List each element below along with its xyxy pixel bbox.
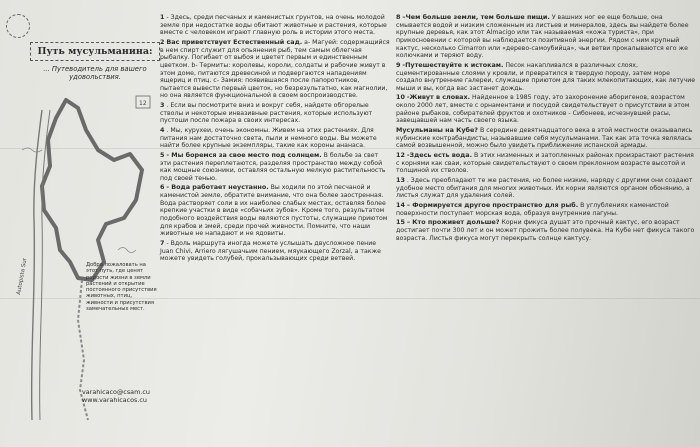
- section-paragraph: [160, 184, 390, 237]
- section-paragraph: [396, 177, 696, 200]
- section-paragraph: [396, 94, 696, 125]
- brochure-subtitle: ... Путеводитель для вашего удовольствия.: [43, 65, 147, 82]
- map-marker-number: 12: [139, 100, 147, 107]
- section-paragraph: [396, 62, 696, 93]
- contact-email[interactable]: varahicaco@csam.cu: [82, 388, 150, 396]
- section-text: У вашних ног ее еще больше, она смывается водой и низким сложенным из листьев и минералов, здесь вы найдете более крупные деревья, как этот Almacigo или так называемая «кожа туриста», при прикосновении с которой вы наблюдается позитивной энергии. Рядом с ним крупный кактус, несколько Cimarron или «дерево-самоубийца», чьи ветви прокалываются его же колючками и теряют воду.: [396, 14, 689, 60]
- section-heading: -Путешествуйте к истокам.: [402, 60, 504, 69]
- section-heading: -Живут в словах.: [406, 93, 471, 102]
- section-heading: Мусульманы на Кубе?: [396, 125, 479, 134]
- trail-map: [8, 90, 156, 430]
- contact-website[interactable]: www.varahicacos.cu: [82, 396, 147, 404]
- section-number: 7: [160, 238, 165, 247]
- section-text: Песок накапливался в различных слоях, сцементированные слоями у кровли, и превратился в твердую породу, затем море создало внутренние галереи, служащие приютом для таких млекопитающих, как летучие мыши и вы, когда вас застанет дождь.: [396, 61, 696, 92]
- section-text: . Здесь преобладают те же растения, но более низкие, наряду с другими они создают удобное место обитания для многих животных. Их корни являются органом обонянию, а листья служат для удаления солей.: [396, 176, 693, 200]
- section-heading: Вас приветствует Естественный сад.: [166, 37, 303, 46]
- section-number: 13: [396, 175, 405, 184]
- section-text: . Если вы посмотрите вниз и вокруг себя, найдете обгорелые стволы и некоторые инвазивные растения, которые используют пустоши после пожара в своих интересах.: [160, 101, 373, 125]
- section-text: В середине девятнадцатого века в этой местности оказывались кубинские контрабандисты, называвшие себя мусульманами. Так как эта точка являлась самой возвышенной, можно было увидеть приближение испанской армады.: [396, 126, 693, 150]
- section-paragraph: [160, 102, 390, 125]
- trail-route: [42, 100, 142, 280]
- section-paragraph: [160, 14, 390, 37]
- section-heading: – Кто проживет дольше?: [406, 218, 500, 227]
- section-number: 1: [160, 13, 165, 21]
- section-text: - Вдоль маршрута иногда можете услышать двусложное пение Juan Chivi, Arriero лягушачьим пением, мяукающего Zorzal, а также можете увидеть голубей, прокальзывающих среди ветвей.: [160, 239, 381, 263]
- section-heading: - Мы боремся за свое место под солнцем.: [166, 150, 322, 159]
- section-number: 2: [160, 37, 165, 46]
- section-text: Найденное в 1985 году, это захоронение аборигенов, возрастом около 2000 лет, вместе с орнаментами и посудой свидетельствует о присутствии в этом районе рыбаков, собирателей фруктов и охотников - Сибонеев, исчезнувшей расы, завещавшей нам часть своего языка.: [396, 94, 690, 125]
- section-paragraph: [396, 14, 696, 60]
- section-number: 5: [160, 150, 165, 159]
- section-heading: – Формируется другое пространство для рыб.: [406, 200, 579, 209]
- sun-logo: [6, 14, 30, 38]
- section-text: - Здесь, среди песчаных и каменистых грунтов, на очень молодой земле при недостатке воды обитают животные и растения, которые вместе с человеком играют главную роль в истории этого места.: [160, 14, 387, 37]
- section-text: В этих низменных и затопленных районах произрастают растения с корнями как сваи, которые свидетельствуют о своем преклонном возрасте высотой и толщиной их стволов.: [396, 151, 694, 175]
- text-column-right: [396, 14, 696, 244]
- section-paragraph: [160, 39, 390, 100]
- section-number: 3: [160, 100, 165, 109]
- section-number: 8: [396, 13, 401, 21]
- text-column-middle: [160, 14, 390, 265]
- section-number: 12: [396, 150, 405, 159]
- welcome-note: Добро пожаловать на этот путь, где ценят редости жизни в земли растений и открытие постоянного присутствия животных, птиц, живности и присутствия замечательных мест.: [86, 262, 157, 313]
- section-paragraph: [396, 127, 696, 150]
- section-text: В больбе за свет эти растения переплетаются, разделяя пространство между собой как мощные союзники, оставляя остальную мелкую растительность под своей тенью.: [160, 151, 386, 182]
- section-number: 4: [160, 125, 165, 134]
- tree-icon: [22, 148, 42, 152]
- section-paragraph: [160, 240, 390, 263]
- title-block: [30, 42, 160, 82]
- section-number: 15: [396, 218, 405, 227]
- section-text: . Мы, курухеи, очень экономны. Живем на этих растениях. Для питания нам достаточно света, пыли и немного воды. Вы можете найти более крупные экземпляры, такие как короны ананаса.: [160, 126, 377, 150]
- section-heading: -Здесь есть вода.: [406, 150, 473, 159]
- section-text: Корни фикуса душат это прочный кактус, его возраст достигает почти 300 лет и он может прожить более полувека. На Кубе нет фикуса такого возраста. Листья фикуса могут перекрыть солнце кактусу.: [396, 219, 695, 242]
- section-number: 9: [396, 60, 401, 69]
- section-heading: - Вода работает неустанно.: [166, 183, 269, 192]
- section-paragraph: [160, 152, 390, 183]
- section-number: 10: [396, 93, 405, 102]
- section-paragraph: [396, 152, 696, 175]
- tree-icon: [118, 248, 136, 253]
- highway-line: [32, 110, 42, 420]
- road-label: Autopista Sur: [16, 257, 29, 296]
- contacts-block: [82, 388, 150, 404]
- section-heading: –Чем больше земли, тем больше пищи.: [402, 13, 550, 21]
- section-paragraph: [160, 127, 390, 150]
- section-paragraph: [396, 202, 696, 217]
- brochure-title: Путь мусульманина:: [30, 42, 160, 61]
- section-number: 14: [396, 200, 405, 209]
- section-paragraph: [396, 219, 696, 242]
- section-text: Вы ходили по этой песчаной и каменистой земле, обратите внимание, что она более заостренная. Вода растворяет соли в их наиболее слабых местах, оставляя более крепкие участки в виде «собачьих зубов». Кроме того, результатом подобного воздействия воды являются пустоты, служащие приютом для крабов и змей, среди прочей живности. Помните, что наши животные не нападают и не ядовиты.: [160, 184, 388, 238]
- section-text: В углублениях каменистой поверхности поступает морская вода, образуя внутренние лагуны.: [396, 201, 669, 217]
- section-number: 6: [160, 183, 165, 192]
- section-text: а- Магуей: содержащийся в нем спирт служит для опьянения рыб, тем самым облегчая рыбалку. Погибает от выбоя и цветет первым и единственным цветком. b- Термиты: королевы, короли, солдаты и рабочие живут в этом доме, питаются древесиной и подвергаются нападениям ящериц и птиц. с- Замия: появившаяся после папоротников, пытается вывести первый цветок, но безрезультатно, как магнолии, но она является функциональной в своем воспроизводстве.: [160, 38, 390, 100]
